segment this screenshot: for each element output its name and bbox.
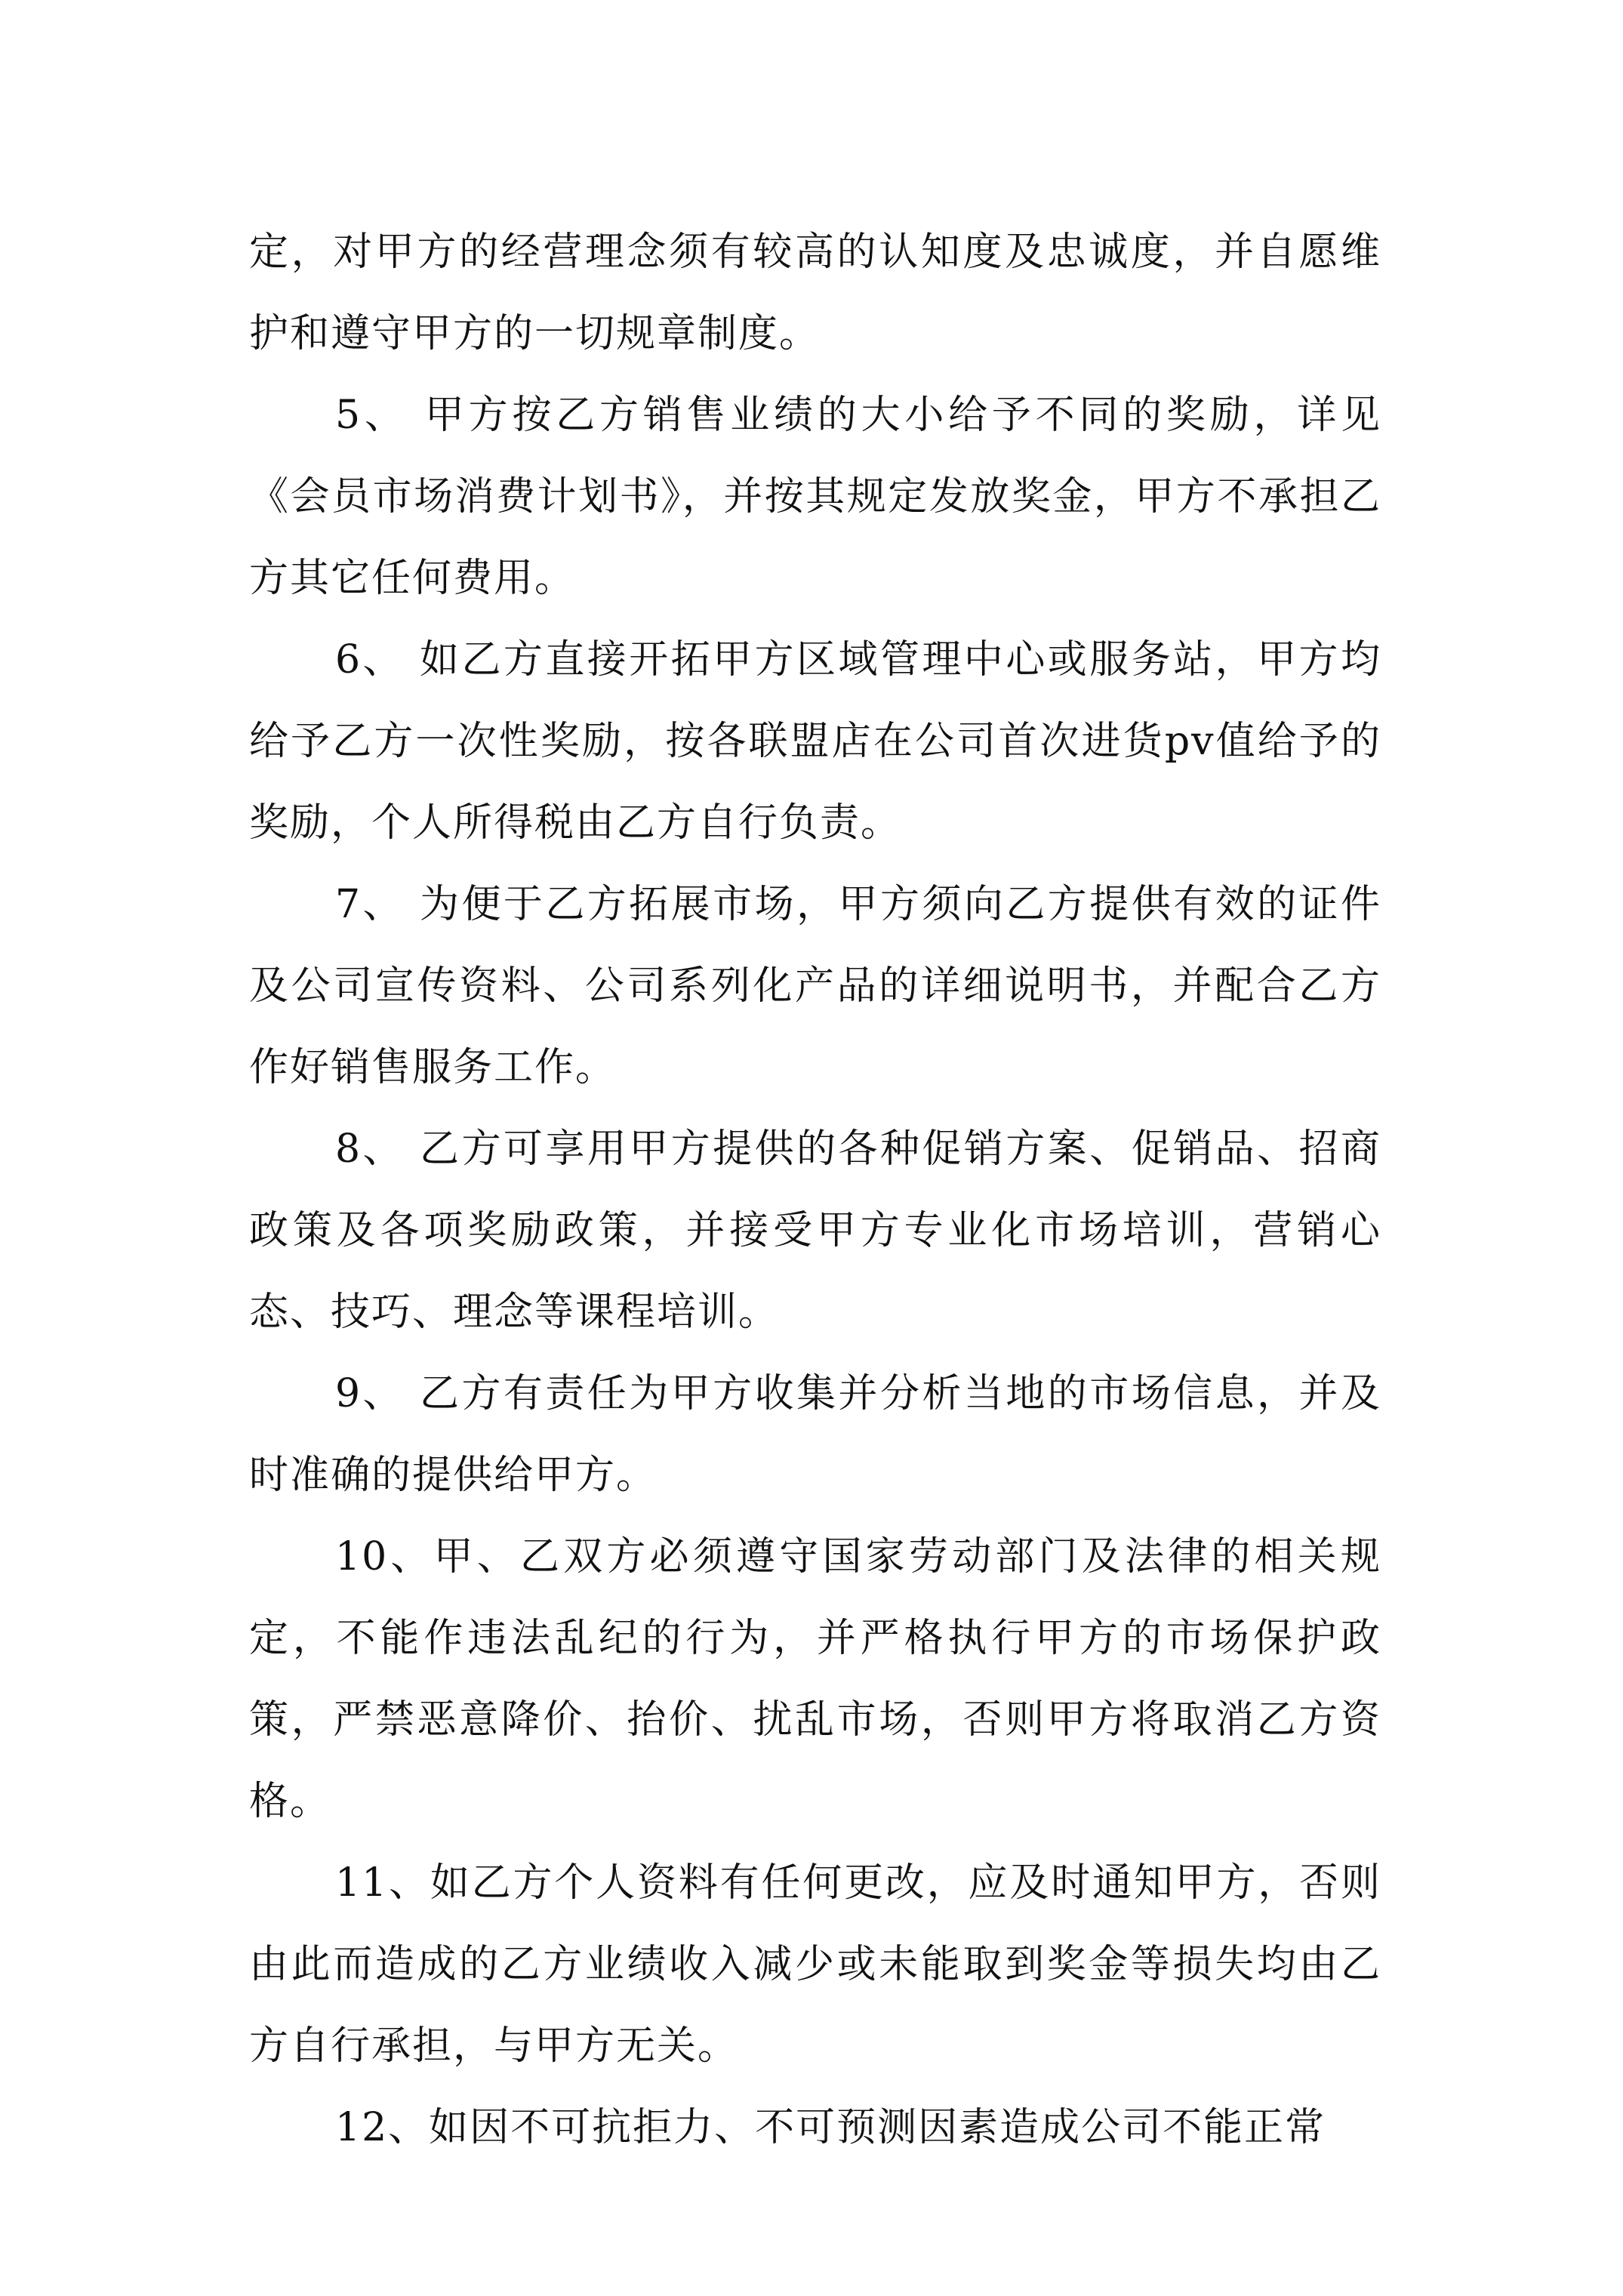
clause-12 xyxy=(249,2087,1381,2168)
clause-6 xyxy=(249,619,1381,864)
clause-text: 乙方有责任为甲方收集并分析当地的市场信息，并及时准确的提供给甲方。 xyxy=(249,1371,1381,1498)
clause-number: 5、 xyxy=(335,393,408,438)
clause-number: 7、 xyxy=(335,882,405,927)
clause-number: 10、 xyxy=(335,1534,434,1579)
clause-text: 甲方按乙方销售业绩的大小给予不同的奖励，详见《会员市场消费计划书》，并按其规定发放奖金，甲方不承担乙方其它任何费用。 xyxy=(249,393,1381,601)
clause-text: 如乙方直接开拓甲方区域管理中心或服务站，甲方均给予乙方一次性奖励，按各联盟店在公司首次进货pv值给予的奖励，个人所得税由乙方自行负责。 xyxy=(249,637,1381,846)
clause-5 xyxy=(249,374,1381,619)
clause-11 xyxy=(249,1842,1381,2087)
paragraph-continued xyxy=(249,211,1381,374)
clause-9 xyxy=(249,1353,1381,1516)
clause-number: 9、 xyxy=(335,1371,405,1416)
clause-number: 12、 xyxy=(335,2105,430,2150)
paragraph-text: 定，对甲方的经营理念须有较高的认知度及忠诚度，并自愿维护和遵守甲方的一切规章制度。 xyxy=(249,230,1381,356)
clause-text: 甲、乙双方必须遵守国家劳动部门及法律的相关规定，不能作违法乱纪的行为，并严格执行甲方的市场保护政策，严禁恶意降价、抬价、扰乱市场，否则甲方将取消乙方资格。 xyxy=(249,1534,1381,1824)
clause-text: 乙方可享用甲方提供的各种促销方案、促销品、招商政策及各项奖励政策，并接受甲方专业化市场培训，营销心态、技巧、理念等课程培训。 xyxy=(249,1126,1381,1335)
clause-10 xyxy=(249,1516,1381,1842)
document-body xyxy=(249,211,1381,2168)
clause-number: 6、 xyxy=(335,637,405,683)
clause-8 xyxy=(249,1108,1381,1353)
clause-number: 8、 xyxy=(335,1126,405,1172)
clause-text: 如乙方个人资料有任何更改，应及时通知甲方，否则由此而造成的乙方业绩收入减少或未能取到奖金等损失均由乙方自行承担，与甲方无关。 xyxy=(249,1860,1381,2069)
clause-number: 11、 xyxy=(335,1860,430,1906)
clause-7 xyxy=(249,864,1381,1108)
clause-text: 如因不可抗拒力、不可预测因素造成公司不能正常 xyxy=(429,2105,1326,2150)
clause-text: 为便于乙方拓展市场，甲方须向乙方提供有效的证件及公司宣传资料、公司系列化产品的详细说明书，并配合乙方作好销售服务工作。 xyxy=(249,882,1381,1090)
